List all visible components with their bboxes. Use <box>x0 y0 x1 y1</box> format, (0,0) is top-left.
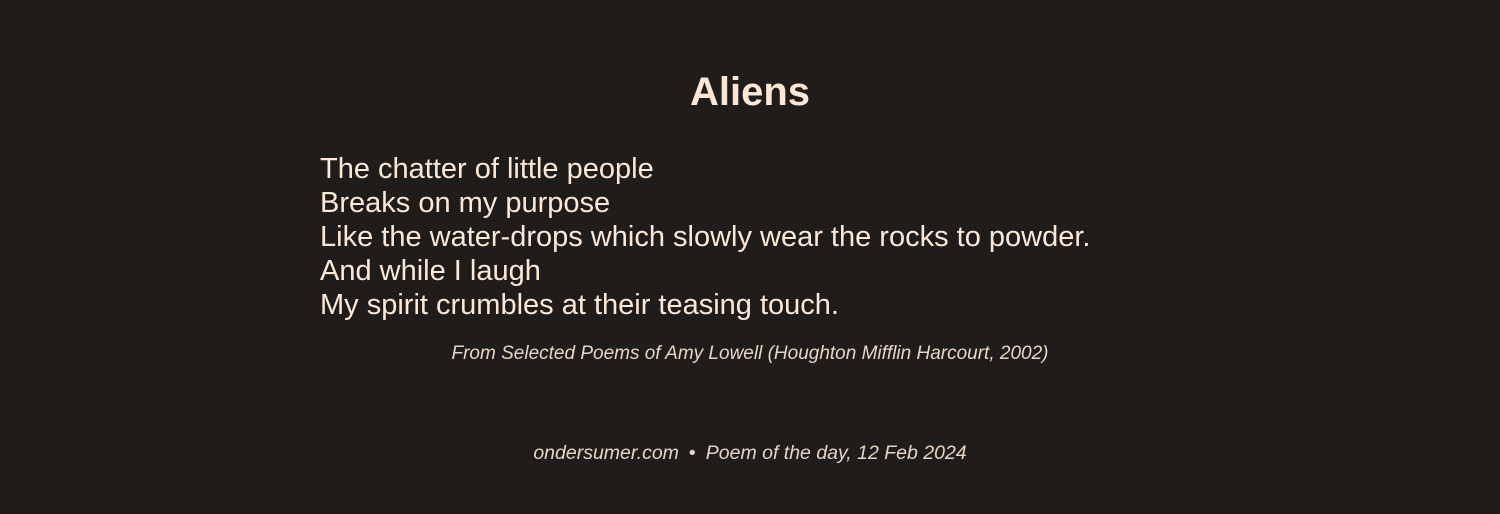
poem-line: And while I laugh <box>320 255 541 287</box>
poem-line: Breaks on my purpose <box>320 187 611 219</box>
footer-separator: • <box>688 442 696 464</box>
poem-of-the-day-label: Poem of the day, 12 Feb 2024 <box>705 442 967 464</box>
footer <box>0 441 1500 465</box>
site-link[interactable]: ondersumer.com <box>533 442 679 464</box>
poem-line: The chatter of little people <box>320 153 654 185</box>
poem-source: From Selected Poems of Amy Lowell (Houghton Mifflin Harcourt, 2002) <box>451 343 1049 364</box>
poem-title: Aliens <box>689 70 811 114</box>
poem-body <box>320 152 1090 322</box>
poem-line: My spirit crumbles at their teasing touch. <box>320 289 839 321</box>
poem-line: Like the water-drops which slowly wear the rocks to powder. <box>320 221 1091 253</box>
